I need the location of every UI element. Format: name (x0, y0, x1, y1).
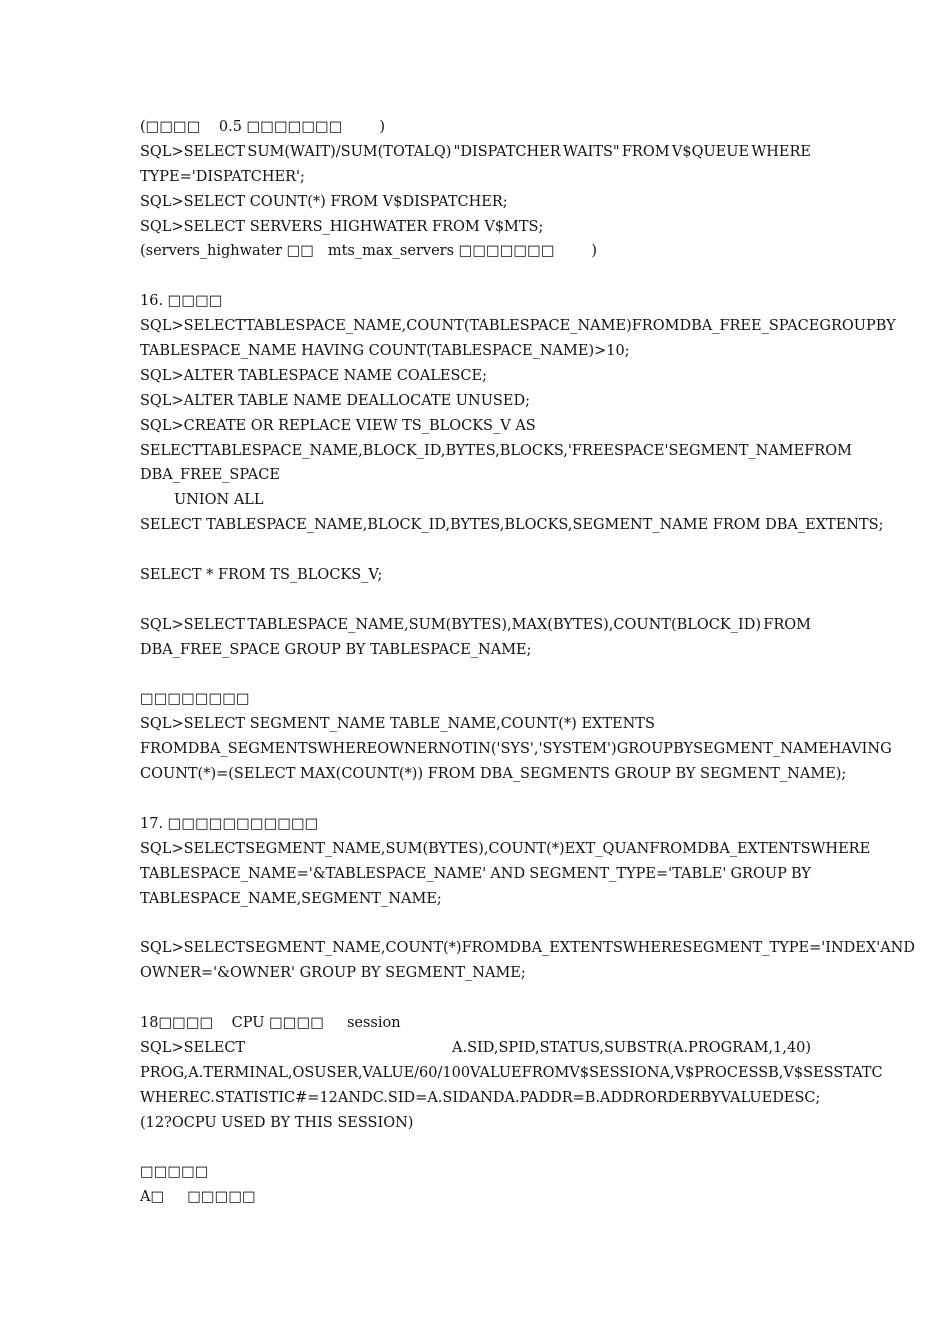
text-line: SELECT TABLESPACE_NAME,BLOCK_ID,BYTES,BLOCKS,SEGMENT_NAME FROM DBA_EXTENTS; (140, 517, 884, 534)
code-token: SEGMENT_TYPE='INDEX' (682, 940, 881, 957)
code-token: SQL>SELECT (140, 1039, 246, 1056)
code-token: V$QUEUE (671, 143, 750, 160)
blank-line (140, 912, 811, 937)
blank-line (140, 663, 811, 688)
text-line: A□ □□□□□ (140, 1189, 256, 1206)
code-token: WHERE (140, 1089, 200, 1106)
text-line: (12?OCPU USED BY THIS SESSION) (140, 1114, 414, 1131)
code-token: SEGMENT_NAME (693, 741, 829, 758)
text-line: OWNER='&OWNER' GROUP BY SEGMENT_NAME; (140, 965, 526, 982)
code-token: WHERE (810, 840, 871, 857)
code-token: DBA_EXTENTS (697, 840, 811, 857)
blank-line (140, 588, 811, 613)
code-token: GROUP (819, 318, 876, 335)
code-token: TABLESPACE_NAME='&TABLESPACE_NAME' (140, 865, 487, 882)
code-token: WAITS" (562, 143, 620, 160)
code-token: ('SYS', (490, 741, 539, 758)
code-token: TABLESPACE_NAME,BLOCK_ID,BYTES,BLOCKS,'FREE (201, 442, 614, 459)
text-line: SQL>ALTER TABLESPACE NAME COALESCE; (140, 367, 488, 384)
blank-line (140, 1136, 811, 1161)
code-line (140, 1036, 811, 1061)
code-token: AND (490, 865, 526, 882)
code-line (140, 1061, 883, 1086)
document-body (140, 115, 915, 1210)
code-line (140, 1086, 821, 1111)
code-token: BY (790, 865, 811, 882)
code-token: A,V$PROCESS (659, 1064, 769, 1081)
text-line: TYPE='DISPATCHER'; (140, 168, 305, 185)
code-token: DESC; (772, 1089, 821, 1106)
code-line (140, 936, 915, 961)
code-token: NOT (438, 741, 473, 758)
code-token: FROM (763, 616, 811, 633)
code-token: BY (700, 1089, 721, 1106)
code-token: BY (875, 318, 896, 335)
code-token: SQL>SELECT (140, 143, 246, 160)
text-line: (□□□□ 0.5 □□□□□□□ ) (140, 119, 385, 135)
code-line (140, 140, 811, 165)
code-token: EXT_QUAN (564, 840, 650, 857)
blank-line (140, 538, 811, 563)
code-token: B,V$SESSTAT (768, 1064, 872, 1081)
text-line: TABLESPACE_NAME HAVING COUNT(TABLESPACE_NAME)>10; (140, 343, 630, 360)
text-line: SQL>SELECT SEGMENT_NAME TABLE_NAME,COUNT(*) EXTENTS (140, 716, 655, 733)
code-token: GROUP (616, 741, 674, 758)
text-line: SELECT * FROM TS_BLOCKS_V; (140, 567, 383, 584)
code-token: FROM (804, 442, 852, 459)
code-token: FROM (649, 840, 698, 857)
text-line: TABLESPACE_NAME,SEGMENT_NAME; (140, 890, 442, 907)
text-line: SQL>SELECT SERVERS_HIGHWATER FROM V$MTS; (140, 218, 544, 235)
code-token: WHERE (317, 741, 378, 758)
code-token: SEGMENT_TYPE='TABLE' (529, 865, 727, 882)
code-token: ORDER (644, 1089, 701, 1106)
text-line: SQL>ALTER TABLE NAME DEALLOCATE UNUSED; (140, 392, 530, 409)
code-token: SQL>SELECT (140, 616, 246, 633)
code-token: SEGMENT_NAME,COUNT(*) (245, 940, 462, 957)
code-token: V$SESSION (569, 1064, 660, 1081)
text-line: COUNT(*)=(SELECT MAX(COUNT(*)) FROM DBA_SEGMENTS GROUP BY SEGMENT_NAME); (140, 766, 847, 783)
code-token: IN (472, 741, 491, 758)
code-token: C.STATISTIC#=12 (199, 1089, 338, 1106)
code-line (140, 314, 896, 339)
blank-line (140, 787, 811, 812)
code-token: DBA_SEGMENTS (187, 741, 318, 758)
text-line: □□□□□□□□ (140, 691, 250, 708)
code-token: FROM (621, 143, 670, 160)
code-token: A.SID,SPID,STATUS,SUBSTR(A.PROGRAM,1,40) (451, 1039, 811, 1056)
code-line (140, 862, 811, 887)
code-token: SUM(WAIT)/SUM(TOTALQ) (247, 143, 452, 160)
code-token: AND (469, 1089, 505, 1106)
blank-line (140, 264, 811, 289)
blank-line (140, 986, 811, 1011)
code-token: WHERE (751, 143, 811, 160)
code-token: PROG,A.TERMINAL,OSUSER,VALUE/60/100 (140, 1064, 471, 1081)
code-token: SPACE' (614, 442, 669, 459)
text-line: (servers_highwater □□ mts_max_servers □□□□□□□ ) (140, 243, 598, 260)
code-token: SQL>SELECT (140, 318, 246, 335)
code-token: SEGMENT_NAME,SUM(BYTES),COUNT(*) (245, 840, 565, 857)
code-token: AND (880, 940, 915, 957)
code-token: SELECT (140, 442, 202, 459)
text-line: DBA_FREE_SPACE GROUP BY TABLESPACE_NAME; (140, 641, 532, 658)
code-token: "DISPATCHER (453, 143, 561, 160)
text-line: 17. □□□□□□□□□□□ (140, 815, 319, 832)
code-token: C (871, 1064, 883, 1081)
code-token: FROM (140, 741, 188, 758)
code-token: FROM (521, 1064, 570, 1081)
code-token: FROM (631, 318, 680, 335)
code-token: A.PADDR=B.ADDR (504, 1089, 645, 1106)
code-token: HAVING (828, 741, 892, 758)
text-line: □□□□□ (140, 1164, 209, 1181)
code-token: SQL>SELECT (140, 840, 246, 857)
code-token: AND (337, 1089, 373, 1106)
code-line (140, 613, 811, 638)
code-token: DBA_FREE_SPACE (679, 318, 820, 335)
code-line (140, 837, 871, 862)
code-line (140, 439, 852, 464)
text-line: 16. □□□□ (140, 293, 223, 310)
code-token: BY (673, 741, 694, 758)
code-token: OWNER (377, 741, 439, 758)
code-token: VALUE (470, 1064, 522, 1081)
code-token: VALUE (720, 1089, 773, 1106)
code-token: WHERE (622, 940, 683, 957)
code-token: DBA_EXTENTS (509, 940, 623, 957)
indented-code-line: UNION ALL (174, 492, 264, 509)
code-token: SEGMENT_NAME (668, 442, 805, 459)
text-line: 18□□□□ CPU □□□□ session (140, 1015, 401, 1032)
code-token: TABLESPACE_NAME,SUM(BYTES),MAX(BYTES),COUNT(BLOCK_ID) (247, 616, 761, 633)
code-token: C.SID=A.SID (372, 1089, 470, 1106)
code-token: FROM (461, 940, 510, 957)
text-line: SQL>CREATE OR REPLACE VIEW TS_BLOCKS_V AS (140, 417, 536, 434)
code-token: GROUP (730, 865, 787, 882)
text-line: SQL>SELECT COUNT(*) FROM V$DISPATCHER; (140, 193, 508, 210)
code-token: TABLESPACE_NAME,COUNT(TABLESPACE_NAME) (245, 318, 632, 335)
code-token: SQL>SELECT (140, 940, 246, 957)
code-token: 'SYSTEM') (538, 741, 617, 758)
text-line: DBA_FREE_SPACE (140, 467, 280, 484)
code-line (140, 737, 892, 762)
